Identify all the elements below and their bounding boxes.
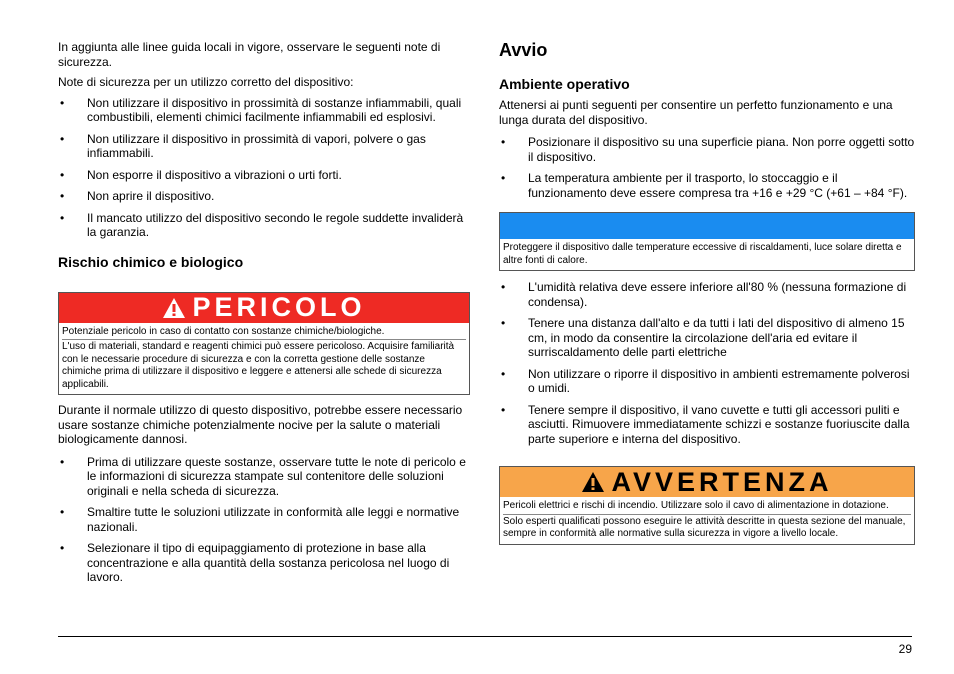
danger-label: PERICOLO [192, 292, 366, 323]
warning-line: Solo esperti qualificati possono eseguire le attività descritte in questa sezione del manuale, sempre in conformità alle normative sulla sicurezza in vigore a livello locale. [503, 514, 911, 542]
danger-line: L'uso di materiali, standard e reagenti chimici può essere pericoloso. Acquisire familiarità con le necessarie procedure di sicurezza e con la corretta gestione delle sostanze chimiche prima di utilizzare il dispositivo e leggere e attenersi alle schede di sicurezza applicabili. [62, 339, 466, 392]
warning-line: Pericoli elettrici e rischi di incendio. Utilizzare solo il cavo di alimentazione in dotazione. [503, 500, 889, 511]
list-item: • Tenere una distanza dall'alto e da tutti i lati del dispositivo di almeno 15 cm, in modo da consentire la circolazione dell'aria ed evitare il surriscaldamento delle parti elettriche [501, 316, 905, 359]
list-item: • L'umidità relativa deve essere inferiore all'80 % (nessuna formazione di condensa). [501, 280, 907, 309]
section-title: Ambiente operativo [499, 76, 630, 92]
danger-box [58, 292, 470, 396]
warning-header [500, 467, 914, 497]
warning-triangle-icon [581, 471, 605, 493]
list-item: • Selezionare il tipo di equipaggiamento di protezione in base alla concentrazione e alla quantità della sostanza pericolosa nel luogo di lavoro. [60, 541, 450, 584]
environment-list [499, 135, 915, 200]
list-item: • Non utilizzare il dispositivo in prossimità di sostanze infiammabili, quali combustibili, elementi chimici facilmente infiammabili ed esplosivi. [60, 95, 462, 124]
section-title: Rischio chimico e biologico [58, 253, 244, 270]
intro-text: Attenersi ai punti seguenti per consentire un perfetto funzionamento e una lunga durata del dispositivo. [499, 98, 893, 127]
notice-header [500, 213, 914, 239]
danger-body [59, 323, 469, 395]
notice-body [500, 239, 914, 270]
list-item: • Smaltire tutte le soluzioni utilizzate in conformità alle leggi e normative nazionali. [60, 505, 460, 534]
warning-triangle-icon [162, 297, 186, 319]
danger-header [59, 293, 469, 323]
footer-divider [58, 636, 912, 637]
intro-text-2: Note di sicurezza per un utilizzo corretto del dispositivo: [58, 75, 354, 89]
list-item: • Prima di utilizzare queste sostanze, osservare tutte le note di pericolo e le informazioni di sicurezza stampate sul contenitore delle soluzioni originali e nella scheda di sicurezza. [60, 454, 466, 498]
list-item: • Non utilizzare o riporre il dispositivo in ambienti estremamente polverosi o umidi. [501, 366, 910, 395]
left-column [58, 40, 470, 592]
danger-line: Potenziale pericolo in caso di contatto con sostanze chimiche/biologiche. [62, 325, 385, 337]
intro-text: In aggiunta alle linee guida locali in vigore, osservare le seguenti note di sicurezza. [58, 40, 441, 69]
page-number: 29 [898, 642, 912, 656]
warning-box [499, 466, 915, 545]
list-item: • La temperatura ambiente per il trasporto, lo stoccaggio e il funzionamento deve essere compresa tra +16 e +29 °C (+61 – +84 °F). [501, 171, 908, 200]
list-item: • Il mancato utilizzo del dispositivo secondo le regole suddette invaliderà la garanzia. [60, 210, 464, 239]
right-column [499, 40, 915, 553]
environment-list-2 [499, 280, 915, 446]
list-item: • Non aprire il dispositivo. [60, 189, 215, 203]
notice-box [499, 212, 915, 271]
list-item: • Posizionare il dispositivo su una superficie piana. Non porre oggetti sotto il dispositivo. [501, 135, 915, 164]
warning-label: AVVERTENZA [611, 466, 833, 497]
body-paragraph: Durante il normale utilizzo di questo dispositivo, potrebbe essere necessario usare sostanze chimiche potenzialmente nocive per la salute o materiali biologicamente dannosi. [58, 403, 463, 446]
notice-line: Proteggere il dispositivo dalle temperature eccessive di riscaldamenti, luce solare diretta e altre fonti di calore. [503, 242, 902, 266]
chemical-list [58, 455, 470, 585]
list-item: • Non esporre il dispositivo a vibrazioni o urti forti. [60, 167, 342, 182]
page-title: Avvio [499, 40, 548, 60]
safety-list [58, 96, 470, 240]
list-item: • Non utilizzare il dispositivo in prossimità di vapori, polvere o gas infiammabili. [60, 131, 426, 160]
list-item: • Tenere sempre il dispositivo, il vano cuvette e tutti gli accessori puliti e asciutti. Rimuovere immediatamente schizzi e sostanze fuoriuscite dalla parte superiore e interna del dispositivo. [501, 402, 910, 446]
warning-body [500, 497, 914, 544]
